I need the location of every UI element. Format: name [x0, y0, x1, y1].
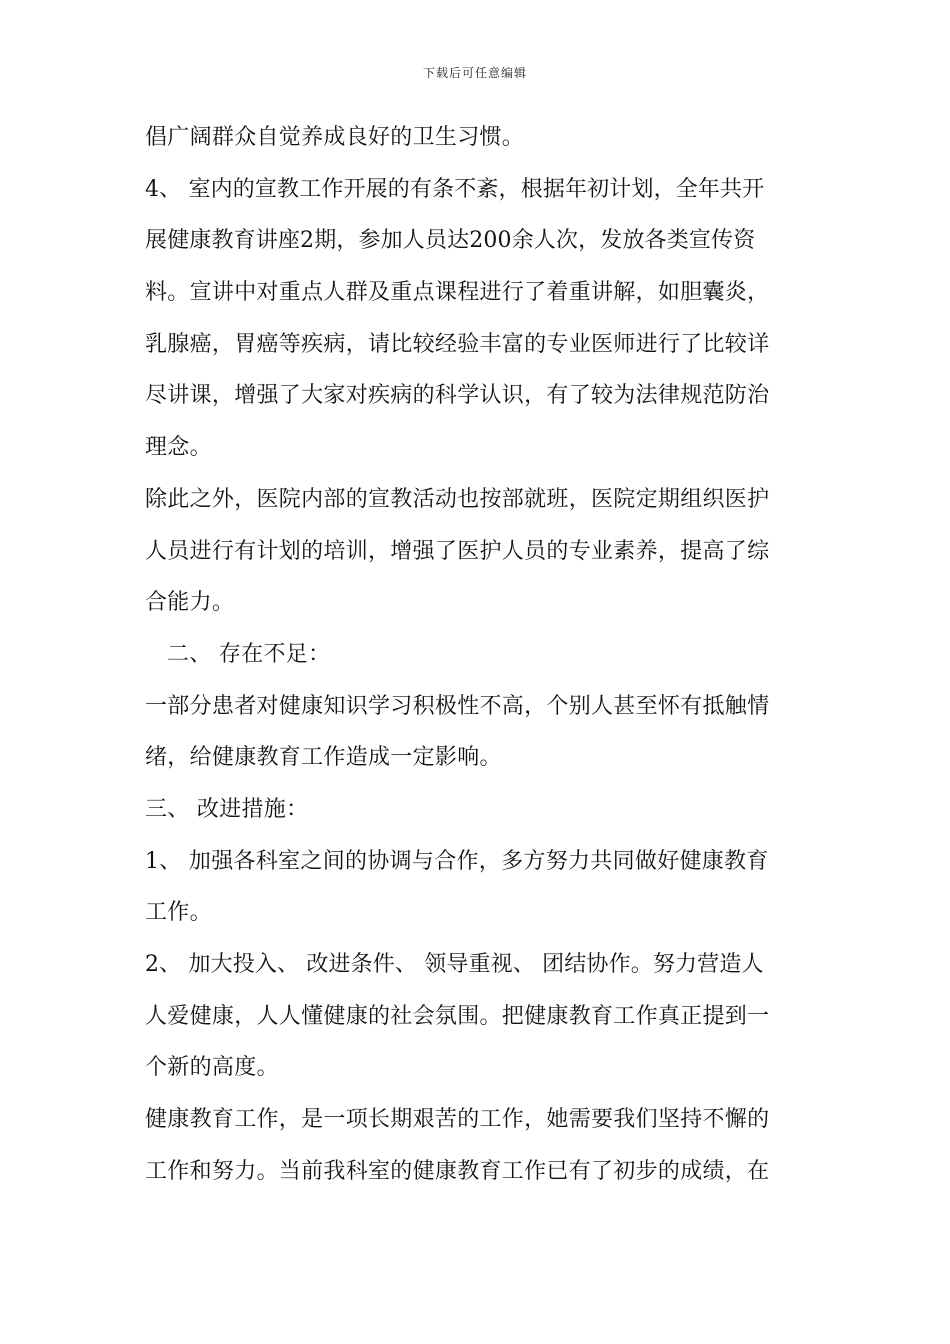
page-header: 下载后可任意编辑	[422, 66, 527, 80]
text-line: 理念。	[145, 435, 212, 461]
text-line: 倡广阔群众自觉养成良好的卫生习惯。	[145, 125, 525, 150]
text-line: 人员进行有计划的培训，增强了医护人员的专业素养，提高了综	[145, 538, 770, 564]
text-line: 除此之外，医院内部的宣教活动也按部就班，医院定期组织医护	[145, 486, 770, 512]
text-line: 一部分患者对健康知识学习积极性不高，个别人甚至怀有抵触情	[145, 693, 770, 719]
text-line: 料。宣讲中对重点人群及重点课程进行了着重讲解，如胆囊炎，	[145, 280, 770, 306]
text-line: 工作。	[145, 900, 212, 926]
text-line: 展健康教育讲座2期，参加人员达200余人次，发放各类宣传资	[145, 228, 756, 254]
document-body	[145, 112, 810, 1197]
text-line: 健康教育工作，是一项长期艰苦的工作，她需要我们坚持不懈的	[145, 1107, 770, 1133]
section-heading: 二、 存在不足：	[167, 641, 331, 667]
text-line: 1、 加强各科室之间的协调与合作，多方努力共同做好健康教育	[145, 848, 769, 874]
text-line: 工作和努力。当前我科室的健康教育工作已有了初步的成绩，在	[145, 1158, 770, 1184]
text-line: 绪，给健康教育工作造成一定影响。	[145, 745, 502, 771]
text-line: 乳腺癌，胃癌等疾病，请比较经验丰富的专业医师进行了比较详	[145, 331, 770, 357]
text-line: 尽讲课，增强了大家对疾病的科学认识，有了较为法律规范防治	[145, 383, 770, 409]
text-line: 合能力。	[145, 590, 235, 616]
text-line: 4、 室内的宣教工作开展的有条不紊，根据年初计划，全年共开	[145, 176, 765, 202]
text-line: 人爱健康，人人懂健康的社会氛围。把健康教育工作真正提到一	[145, 1003, 770, 1029]
section-heading: 三、 改进措施：	[145, 796, 309, 822]
text-line: 个新的高度。	[145, 1055, 279, 1081]
text-line: 2、 加大投入、 改进条件、 领导重视、 团结协作。努力营造人	[145, 952, 764, 977]
